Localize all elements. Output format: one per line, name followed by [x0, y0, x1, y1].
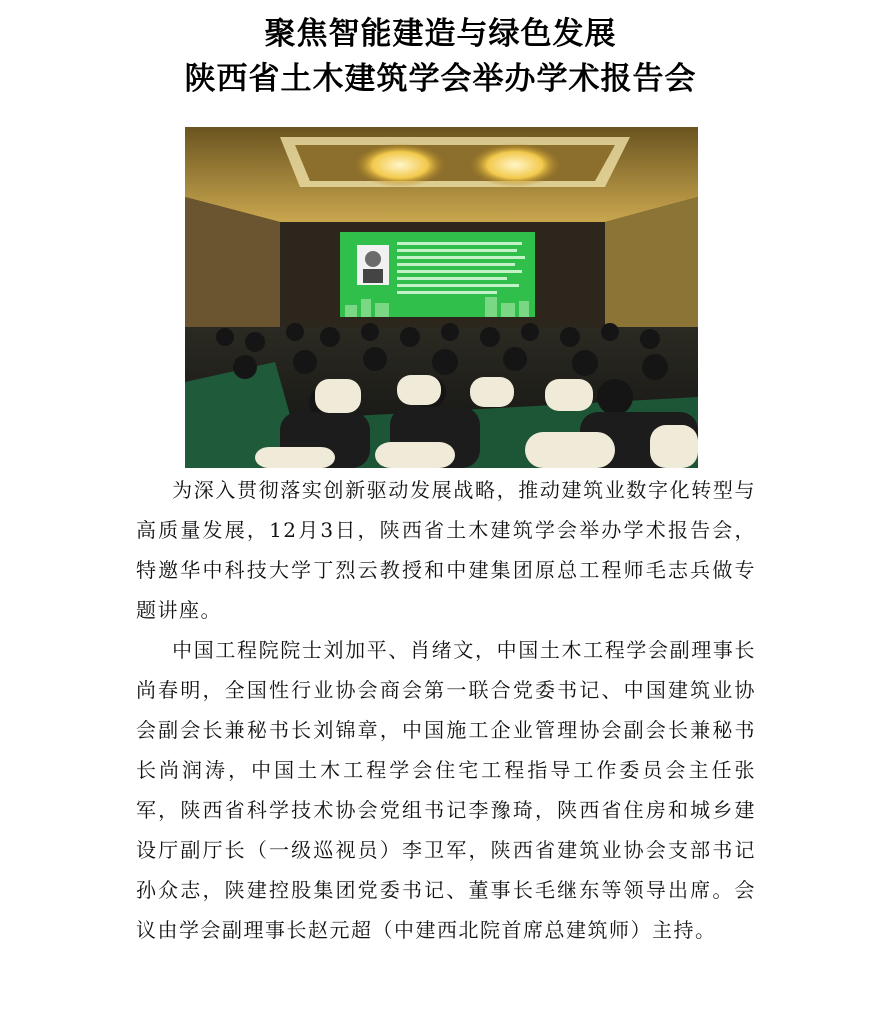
paragraph-2-text: 中国工程院院士刘加平、肖绪文，中国土木工程学会副理事长尚春明，全国性行业协会商会第一联合党委书记、中国建筑业协会副会长兼秘书长刘锦章，中国施工企业管理协会副会长兼秘书长尚润涛，中国土木工程学会住宅工程指导工作委员会主任张军，陕西省科学技术协会党组书记李豫琦，陕西省住房和城乡建设厅副厅长（一级巡视员）李卫军，陕西省建筑业协会支部书记孙众志，陕建控股集团党委书记、董事长毛继东等领导出席。会议由学会副理事长赵元超（中建西北院首席总建筑师）主持。 — [136, 638, 756, 942]
paragraph-1 — [136, 470, 756, 630]
paragraph-2 — [136, 630, 756, 950]
article-title-line-2: 陕西省土木建筑学会举办学术报告会 — [184, 61, 697, 97]
conference-photo — [185, 127, 698, 468]
article-body — [136, 470, 756, 950]
article-title-line-1: 聚焦智能建造与绿色发展 — [264, 16, 617, 52]
paragraph-1-text: 为深入贯彻落实创新驱动发展战略，推动建筑业数字化转型与高质量发展，12月3日，陕西省土木建筑学会举办学术报告会，特邀华中科技大学丁烈云教授和中建集团原总工程师毛志兵做专题讲座。 — [136, 478, 756, 622]
